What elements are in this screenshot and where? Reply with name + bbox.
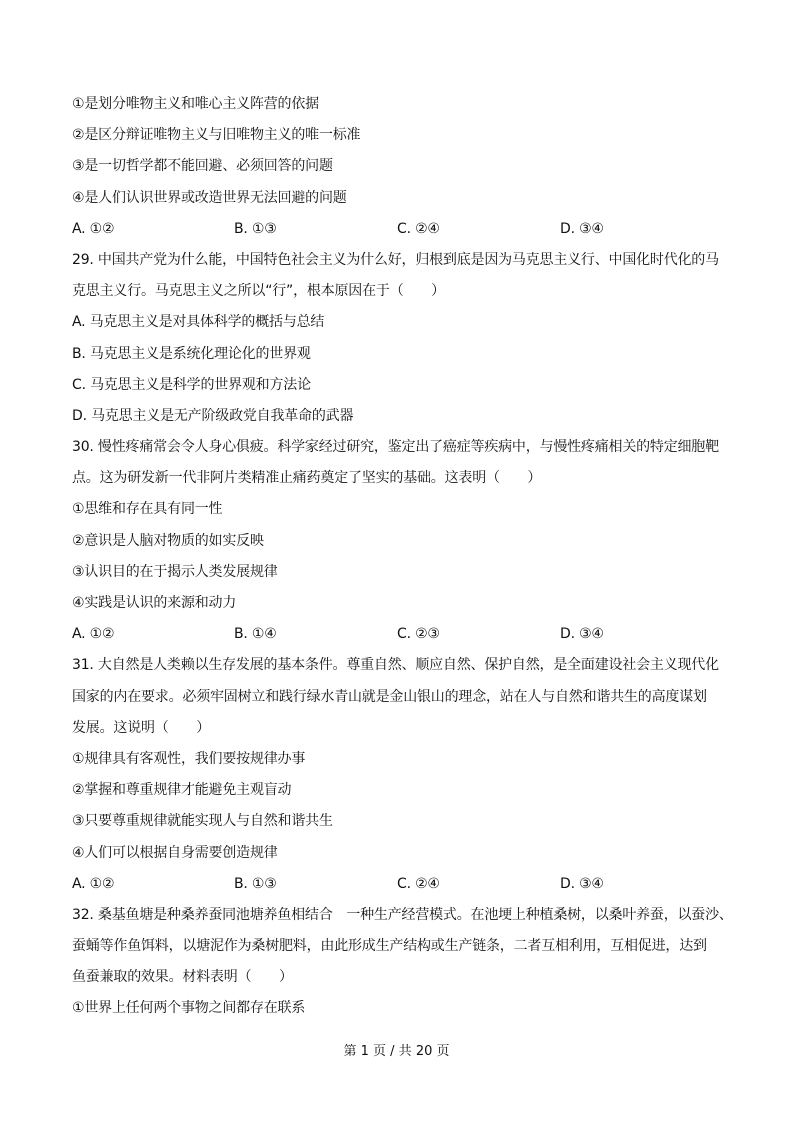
answer-option: B. ①③ bbox=[234, 220, 277, 237]
answer-option: A. ①② bbox=[72, 626, 115, 643]
text-line: 30. 慢性疼痛常会令人身心俱疲。科学家经过研究，鉴定出了癌症等疾病中，与慢性疼痛相关的特定细胞靶 bbox=[72, 439, 719, 456]
text-line: 点。这为研发新一代非阿片类精准止痛药奠定了坚实的基础。这表明（ ） bbox=[72, 470, 542, 487]
text-line: 国家的内在要求。必须牢固树立和践行绿水青山就是金山银山的理念，站在人与自然和谐共生的高度谋划 bbox=[72, 688, 707, 705]
text-line: ②掌握和尊重规律才能避免主观盲动 bbox=[72, 782, 292, 799]
text-line: 发展。这说明（ ） bbox=[72, 719, 210, 736]
text-line: C. 马克思主义是科学的世界观和方法论 bbox=[72, 376, 311, 393]
text-line: ①世界上任何两个事物之间都存在联系 bbox=[72, 1000, 306, 1017]
text-line: 克思主义行。马克思主义之所以“行”，根本原因在于（ ） bbox=[72, 283, 445, 300]
answer-options-row bbox=[72, 214, 732, 245]
text-line: 31. 大自然是人类赖以生存发展的基本条件。尊重自然、顺应自然、保护自然，是全面建设社会主义现代化 bbox=[72, 657, 719, 674]
text-line: B. 马克思主义是系统化理论化的世界观 bbox=[72, 345, 311, 362]
answer-option: C. ②④ bbox=[397, 220, 440, 237]
answer-option: D. ③④ bbox=[560, 875, 604, 892]
text-line: ③是一切哲学都不能回避、必须回答的问题 bbox=[72, 158, 333, 175]
text-line: ①是划分唯物主义和唯心主义阵营的依据 bbox=[72, 96, 319, 112]
text-line: ①思维和存在具有同一性 bbox=[72, 501, 223, 518]
answer-option: A. ①② bbox=[72, 875, 115, 892]
text-line: 鱼蚕兼取的效果。材料表明（ ） bbox=[72, 969, 293, 986]
document-body bbox=[72, 89, 732, 1025]
answer-option: C. ②③ bbox=[397, 626, 440, 643]
text-line: ④实践是认识的来源和动力 bbox=[72, 595, 237, 611]
text-line: ③只要尊重规律就能实现人与自然和谐共生 bbox=[72, 813, 333, 830]
text-line: ②是区分辩证唯物主义与旧唯物主义的唯一标准 bbox=[72, 127, 361, 144]
page-footer: 第 1 页 / 共 20 页 bbox=[343, 1044, 450, 1059]
text-line: 29. 中国共产党为什么能，中国特色社会主义为什么好，归根到底是因为马克思主义行、中国化时代化的马 bbox=[72, 251, 719, 268]
answer-option: C. ②④ bbox=[397, 875, 440, 892]
answer-option: B. ①④ bbox=[234, 626, 277, 643]
text-line: ④是人们认识世界或改造世界无法回避的问题 bbox=[72, 189, 347, 206]
text-line: D. 马克思主义是无产阶级政党自我革命的武器 bbox=[72, 407, 354, 424]
answer-option: A. ①② bbox=[72, 220, 115, 237]
answer-option: D. ③④ bbox=[560, 626, 604, 643]
text-line: A. 马克思主义是对具体科学的概括与总结 bbox=[72, 314, 325, 331]
answer-option: B. ①③ bbox=[234, 875, 277, 892]
text-line: 蚕蛹等作鱼饵料，以塘泥作为桑树肥料，由此形成生产结构或生产链条，二者互相利用，互相促进，达到 bbox=[72, 938, 707, 955]
answer-option: D. ③④ bbox=[560, 220, 604, 237]
text-line: ②意识是人脑对物质的如实反映 bbox=[72, 532, 264, 549]
text-line: ③认识目的在于揭示人类发展规律 bbox=[72, 563, 278, 580]
answer-options-row bbox=[72, 619, 732, 650]
text-line: ④人们可以根据自身需要创造规律 bbox=[72, 844, 278, 861]
answer-options-row bbox=[72, 869, 732, 900]
text-line: ①规律具有客观性，我们要按规律办事 bbox=[72, 750, 306, 767]
text-line: 32. 桑基鱼塘是种桑养蚕同池塘养鱼相结合 一种生产经营模式。在池埂上种植桑树，以桑叶养蚕，以蚕沙、 bbox=[72, 906, 733, 923]
